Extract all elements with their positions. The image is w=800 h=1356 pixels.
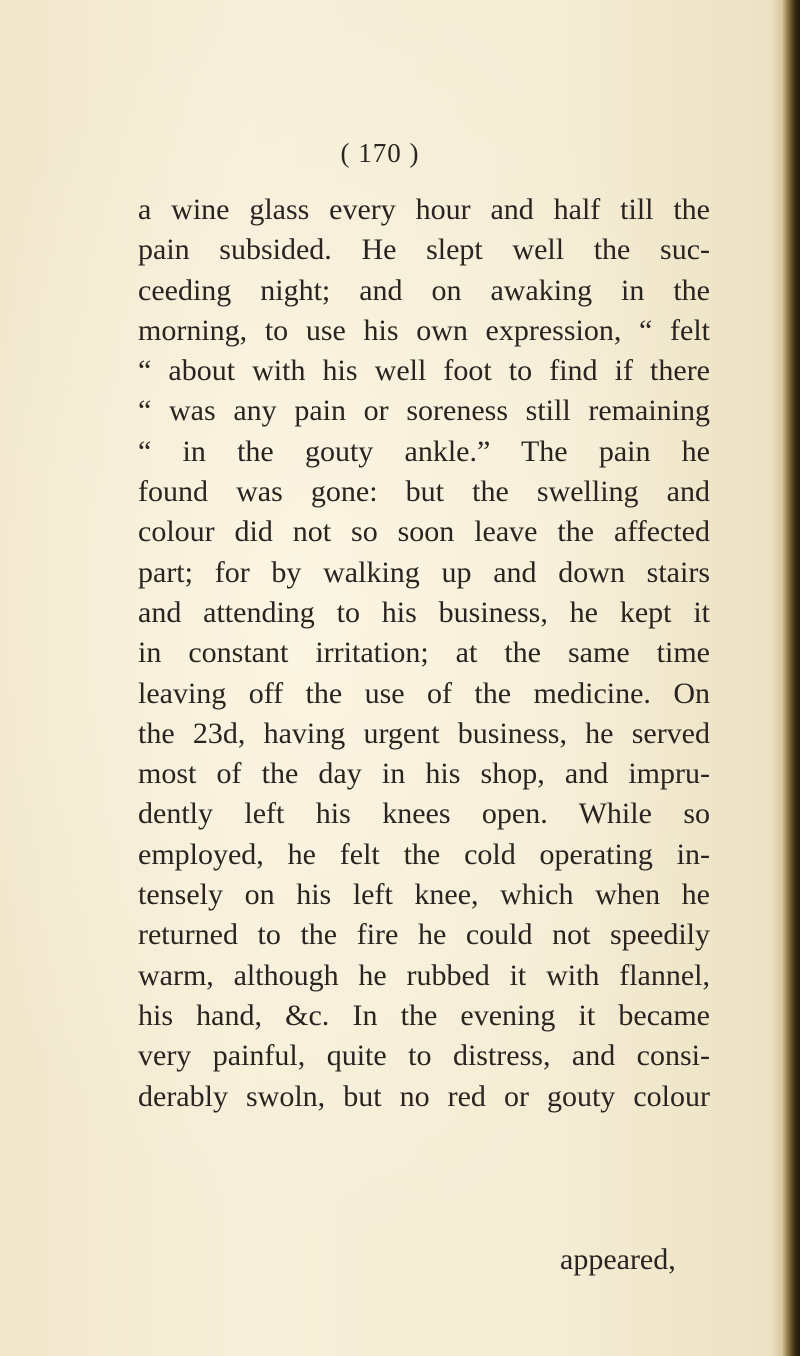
text-line: most of the day in his shop, and impru-: [138, 757, 710, 791]
page-number-header: ( 170 ): [340, 138, 420, 168]
text-line: warm, although he rubbed it with flannel,: [138, 958, 710, 992]
text-line: pain subsided. He slept well the suc-: [138, 233, 710, 267]
body-text: [138, 190, 710, 1117]
text-line: found was gone: but the swelling and: [138, 475, 710, 509]
text-line: tensely on his left knee, which when he: [138, 878, 710, 912]
text-line: “ was any pain or soreness still remaining: [138, 394, 710, 428]
text-line: colour did not so soon leave the affected: [138, 515, 710, 549]
text-line: part; for by walking up and down stairs: [138, 555, 710, 589]
text-line: ceeding night; and on awaking in the: [138, 273, 710, 307]
text-line: leaving off the use of the medicine. On: [138, 676, 710, 710]
text-line: morning, to use his own expression, “ felt: [138, 313, 710, 347]
text-line: “ in the gouty ankle.” The pain he: [138, 434, 710, 468]
page-edge-shadow: [770, 0, 782, 1356]
text-line: his hand, &c. In the evening it became: [138, 998, 710, 1032]
text-line: and attending to his business, he kept it: [138, 595, 710, 629]
text-line: a wine glass every hour and half till the: [138, 193, 710, 226]
text-line: dently left his knees open. While so: [138, 797, 710, 831]
text-line: derably swoln, but no red or gouty colour: [138, 1079, 710, 1113]
text-line: “ about with his well foot to find if there: [138, 354, 710, 388]
text-line: the 23d, having urgent business, he served: [138, 716, 710, 750]
text-line: employed, he felt the cold operating in-: [138, 837, 710, 871]
text-line: in constant irritation; at the same time: [138, 636, 710, 670]
text-line: returned to the fire he could not speedily: [138, 918, 710, 952]
page-binding-edge: [782, 0, 800, 1356]
text-line: very painful, quite to distress, and consi-: [138, 1039, 710, 1073]
catchword: appeared,: [560, 1243, 676, 1276]
